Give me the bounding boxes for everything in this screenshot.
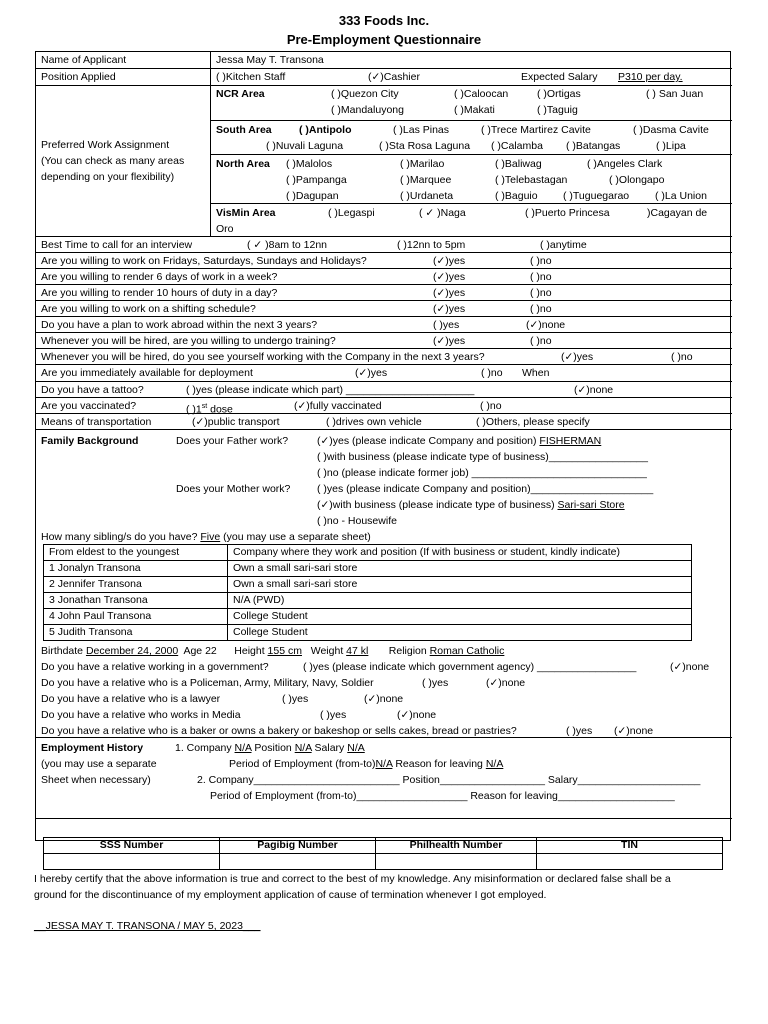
option-batangas[interactable]: ( )Batangas	[566, 140, 621, 152]
answer-fully-vaccinated[interactable]: (✓)fully vaccinated	[294, 400, 382, 412]
sibling-name: 2 Jennifer Transona	[44, 577, 228, 593]
sibling-work: N/A (PWD)	[228, 593, 692, 609]
option-marilao[interactable]: ( )Marilao	[400, 158, 445, 170]
father-option-no[interactable]: ( )no (please indicate former job) ______________________________	[317, 467, 647, 479]
answer-yes[interactable]: (✓)yes	[433, 255, 466, 267]
vismin-area-title: VisMin Area	[216, 207, 276, 219]
option-marquee[interactable]: ( )Marquee	[400, 174, 452, 186]
column-header: Pagibig Number	[220, 838, 376, 854]
option-calamba[interactable]: ( )Calamba	[491, 140, 543, 152]
answer-yes[interactable]: ( )yes	[433, 319, 460, 331]
column-header: Philhealth Number	[376, 838, 537, 854]
work-assignment-label: Preferred Work Assignment	[41, 139, 170, 151]
option-12nn-5pm[interactable]: ( )12nn to 5pm	[397, 239, 466, 251]
position-label: Position Applied	[41, 71, 116, 83]
option-taguig[interactable]: ( )Taguig	[537, 104, 578, 116]
answer-yes[interactable]: (✓)yes	[433, 287, 466, 299]
answer-yes[interactable]: (✓)yes	[355, 367, 388, 379]
sibling-work: College Student	[228, 625, 692, 641]
option-naga[interactable]: ( ✓ )Naga	[419, 207, 466, 219]
question-text: Do you have a relative working in a government?	[41, 661, 269, 673]
option-puerto-princesa[interactable]: ( )Puerto Princesa	[525, 207, 610, 219]
answer-yes[interactable]: ( )yes	[282, 693, 309, 705]
option-la-union[interactable]: ( )La Union	[655, 190, 707, 202]
answer-no[interactable]: ( )no	[481, 367, 503, 379]
question-text: Do you have a relative who is a lawyer	[41, 693, 221, 705]
option-cagayan-de-oro[interactable]: )Cagayan de	[647, 207, 708, 219]
option-angeles-clark[interactable]: ( )Angeles Clark	[587, 158, 663, 170]
question-text: Do you have a relative who works in Media	[41, 709, 241, 721]
option-kitchen-staff[interactable]: ( )Kitchen Staff	[216, 71, 286, 83]
option-baguio[interactable]: ( )Baguio	[495, 190, 538, 202]
option-cashier[interactable]: (✓)Cashier	[368, 71, 420, 83]
answer-yes[interactable]: ( )yes (please indicate which part) ______________________	[186, 384, 475, 396]
question-text: Do you have a tattoo?	[41, 384, 144, 396]
applicant-name-value: Jessa May T. Transona	[216, 54, 324, 66]
option-mandaluyong[interactable]: ( )Mandaluyong	[331, 104, 404, 116]
when-label: When	[522, 367, 550, 379]
table-row	[44, 577, 692, 593]
sss-number-field[interactable]	[44, 854, 220, 870]
applicant-name-label: Name of Applicant	[41, 54, 127, 66]
answer-yes[interactable]: ( )yes	[566, 725, 593, 737]
mother-option-no[interactable]: ( )no - Housewife	[317, 515, 397, 527]
personal-details-line: Birthdate December 24, 2000 Age 22 Height 155 cm Weight 47 kl Religion Roman Catholic	[41, 645, 505, 657]
table-row	[44, 625, 692, 641]
answer-none[interactable]: (✓)none	[574, 384, 614, 396]
answer-yes[interactable]: (✓)yes	[433, 303, 466, 315]
question-text: Are you willing to work on Fridays, Saturdays, Sundays and Holidays?	[41, 255, 367, 267]
answer-public-transport[interactable]: (✓)public transport	[192, 416, 280, 428]
option-san-juan[interactable]: ( ) San Juan	[646, 88, 704, 100]
option-dagupan[interactable]: ( )Dagupan	[286, 190, 339, 202]
option-legaspi[interactable]: ( )Legaspi	[328, 207, 375, 219]
option-caloocan[interactable]: ( )Caloocan	[454, 88, 509, 100]
mother-option-yes[interactable]: ( )yes (please indicate Company and position)_____________________	[317, 483, 654, 495]
answer-own-vehicle[interactable]: ( )drives own vehicle	[326, 416, 422, 428]
option-quezon-city[interactable]: ( )Quezon City	[331, 88, 399, 100]
sibling-work: Own a small sari-sari store	[228, 561, 692, 577]
employment-note: (you may use a separate	[41, 758, 157, 770]
table-row	[44, 561, 692, 577]
mother-work-question: Does your Mother work?	[176, 483, 291, 495]
option-8am-12nn[interactable]: ( ✓ )8am to 12nn	[247, 239, 328, 251]
certification-text: I hereby certify that the above information is true and correct to the best of my knowledge. Any misinformation or declared false shall be a ground for the discontinuance of my employment application of cause of termination whenever I got employed.	[34, 873, 671, 901]
answer-no[interactable]: ( )no	[480, 400, 502, 412]
best-time-label: Best Time to call for an interview	[41, 239, 193, 251]
option-tuguegarao[interactable]: ( )Tuguegarao	[563, 190, 630, 202]
question-text: Are you willing to render 6 days of work in a week?	[41, 271, 278, 283]
south-area-title: South Area	[216, 124, 272, 136]
father-option-business[interactable]: ( )with business (please indicate type of business)_________________	[317, 451, 648, 463]
mother-option-business[interactable]: (✓)with business (please indicate type of business) Sari-sari Store	[317, 499, 625, 511]
tin-field[interactable]	[537, 854, 723, 870]
answer-no[interactable]: ( )no	[530, 287, 552, 299]
siblings-table	[43, 544, 692, 641]
option-baliwag[interactable]: ( )Baliwag	[495, 158, 542, 170]
philhealth-number-field[interactable]	[376, 854, 537, 870]
option-ortigas[interactable]: ( )Ortigas	[537, 88, 581, 100]
employment-1-line: 1. Company N/A Position N/A Salary N/A	[175, 742, 365, 754]
option-telebastagan[interactable]: ( )Telebastagan	[495, 174, 568, 186]
option-antipolo[interactable]: ( )Antipolo	[299, 124, 352, 136]
question-text: Do you have a relative who is a Policeman, Army, Military, Navy, Soldier	[41, 677, 374, 689]
employment-note: Sheet when necessary)	[41, 774, 151, 786]
expected-salary-label: Expected Salary	[521, 71, 598, 83]
father-option-yes[interactable]: (✓)yes (please indicate Company and position) FISHERMAN	[317, 435, 602, 447]
question-text: Are you immediately available for deployment	[41, 367, 253, 379]
questionnaire-form	[35, 51, 731, 851]
sibling-name: 4 John Paul Transona	[44, 609, 228, 625]
question-text: Are you willing to work on a shifting schedule?	[41, 303, 256, 315]
option-lipa[interactable]: ( )Lipa	[656, 140, 686, 152]
sibling-name: 3 Jonathan Transona	[44, 593, 228, 609]
question-text: Whenever you will be hired, do you see yourself working with the Company in the next 3 years?	[41, 351, 485, 363]
work-assignment-note: (You can check as many areas	[41, 155, 185, 167]
company-name: 333 Foods Inc.	[338, 13, 430, 28]
question-text: Do you have a relative who is a baker or owns a bakery or bakeshop or sells cakes, bread or pastries?	[41, 725, 517, 737]
signature-line: __JESSA MAY T. TRANSONA / MAY 5, 2023___	[34, 920, 261, 932]
answer-none[interactable]: (✓)none	[526, 319, 566, 331]
form-title: Pre-Employment Questionnaire	[286, 32, 482, 47]
father-work-question: Does your Father work?	[176, 435, 289, 447]
answer-no[interactable]: ( )no	[530, 271, 552, 283]
north-area-title: North Area	[216, 158, 270, 170]
answer-yes[interactable]: (✓)yes	[561, 351, 594, 363]
column-header: SSS Number	[44, 838, 220, 854]
employment-1-period: Period of Employment (from-to)N/A Reason for leaving N/A	[229, 758, 504, 770]
option-nuvali-laguna[interactable]: ( )Nuvali Laguna	[266, 140, 344, 152]
sibling-name: 1 Jonalyn Transona	[44, 561, 228, 577]
option-makati[interactable]: ( )Makati	[454, 104, 495, 116]
option-cagayan-de-oro-cont: Oro	[216, 223, 234, 235]
table-row	[44, 593, 692, 609]
question-text: Means of transportation	[41, 416, 152, 428]
answer-others[interactable]: ( )Others, please specify	[476, 416, 590, 428]
question-text: Do you have a plan to work abroad within the next 3 years?	[41, 319, 318, 331]
family-background-title: Family Background	[41, 435, 139, 447]
answer-none[interactable]: (✓)none	[614, 725, 654, 737]
column-header: TIN	[537, 838, 723, 854]
answer-no[interactable]: ( )no	[671, 351, 693, 363]
answer-yes[interactable]: (✓)yes	[433, 271, 466, 283]
employment-2-line: 2. Company_________________________ Position__________________ Salary_____________________	[197, 774, 701, 786]
question-text: Are you willing to render 10 hours of duty in a day?	[41, 287, 278, 299]
ncr-area-title: NCR Area	[216, 88, 265, 100]
answer-yes[interactable]: ( )yes	[320, 709, 347, 721]
question-text: Whenever you will be hired, are you willing to undergo training?	[41, 335, 336, 347]
sibling-name: 5 Judith Transona	[44, 625, 228, 641]
answer-none[interactable]: (✓)none	[670, 661, 710, 673]
question-text: Are you vaccinated?	[41, 400, 137, 412]
answer-first-dose[interactable]: ( )1st dose	[186, 403, 233, 416]
answer-none[interactable]: (✓)none	[364, 693, 404, 705]
option-anytime[interactable]: ( )anytime	[540, 239, 587, 251]
option-pampanga[interactable]: ( )Pampanga	[286, 174, 347, 186]
column-header: From eldest to the youngest	[44, 545, 228, 561]
answer-none[interactable]: (✓)none	[397, 709, 437, 721]
option-trece-martirez[interactable]: ( )Trece Martirez Cavite	[481, 124, 591, 136]
siblings-question: How many sibling/s do you have? Five (you may use a separate sheet)	[41, 531, 371, 543]
option-olongapo[interactable]: ( )Olongapo	[609, 174, 665, 186]
option-urdaneta[interactable]: ( )Urdaneta	[400, 190, 454, 202]
sibling-work: Own a small sari-sari store	[228, 577, 692, 593]
option-dasma-cavite[interactable]: ( )Dasma Cavite	[633, 124, 709, 136]
answer-no[interactable]: ( )no	[530, 255, 552, 267]
employment-history-title: Employment History	[41, 742, 144, 754]
answer-yes[interactable]: ( )yes (please indicate which government agency) _________________	[303, 661, 637, 673]
answer-yes[interactable]: ( )yes	[422, 677, 449, 689]
answer-none[interactable]: (✓)none	[486, 677, 526, 689]
table-row	[44, 609, 692, 625]
government-ids-table	[43, 837, 723, 870]
sibling-work: College Student	[228, 609, 692, 625]
answer-no[interactable]: ( )no	[530, 303, 552, 315]
table-header-row	[44, 545, 692, 561]
column-header: Company where they work and position (If with business or student, kindly indicate)	[228, 545, 692, 561]
answer-no[interactable]: ( )no	[530, 335, 552, 347]
answer-yes[interactable]: (✓)yes	[433, 335, 466, 347]
option-sta-rosa-laguna[interactable]: ( )Sta Rosa Laguna	[379, 140, 471, 152]
pagibig-number-field[interactable]	[220, 854, 376, 870]
employment-2-period: Period of Employment (from-to)___________________ Reason for leaving____________________	[210, 790, 675, 802]
work-assignment-note: depending on your flexibility)	[41, 171, 175, 183]
option-malolos[interactable]: ( )Malolos	[286, 158, 333, 170]
option-las-pinas[interactable]: ( )Las Pinas	[393, 124, 450, 136]
expected-salary-value: P310 per day.	[618, 71, 683, 83]
